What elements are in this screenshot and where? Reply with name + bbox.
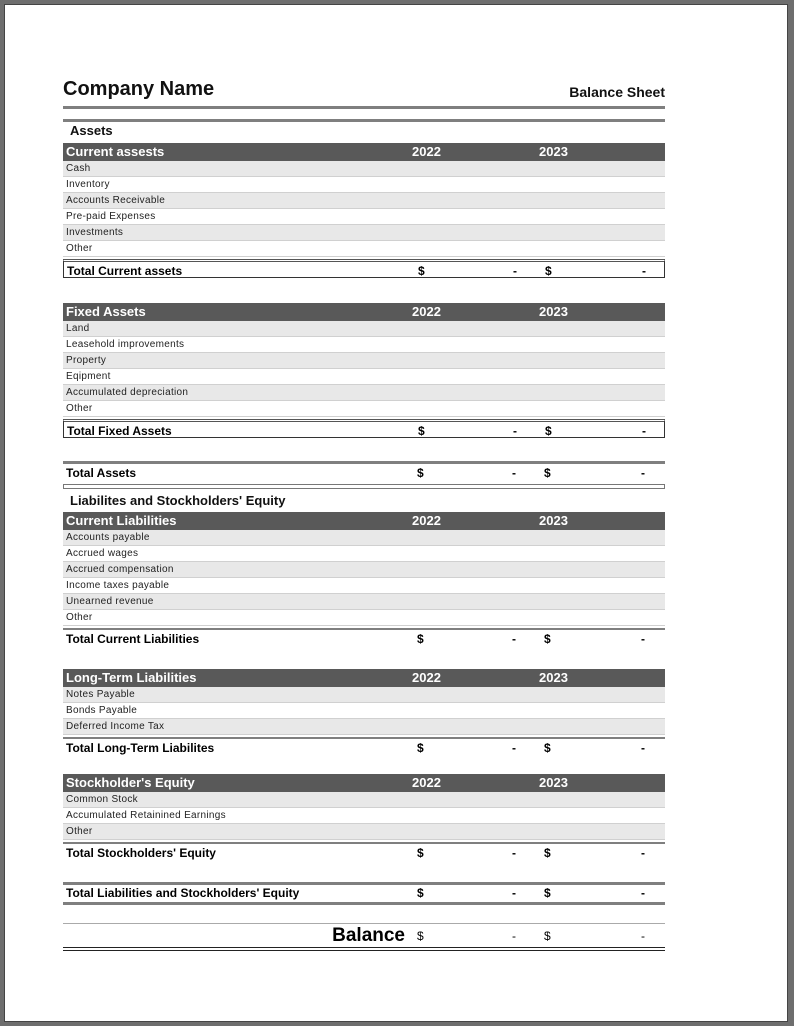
year-2022: 2022: [412, 775, 441, 790]
total-label: Total Current assets: [67, 264, 183, 278]
divider: [63, 119, 665, 122]
value-2022: -: [513, 264, 517, 278]
year-2023: 2023: [539, 513, 568, 528]
line-item[interactable]: Other: [63, 241, 665, 257]
currency: $: [544, 846, 551, 860]
line-item[interactable]: Accrued compensation: [63, 562, 665, 578]
currency: $: [417, 741, 424, 755]
currency: $: [544, 466, 551, 480]
section: [63, 143, 665, 278]
year-2022: 2022: [412, 304, 441, 319]
year-2022: 2022: [412, 670, 441, 685]
total-label: Total Long-Term Liabilites: [66, 741, 215, 755]
line-item[interactable]: Unearned revenue: [63, 594, 665, 610]
value-2023: -: [641, 886, 645, 900]
line-item[interactable]: Other: [63, 824, 665, 840]
balance-label: Balance: [332, 925, 405, 946]
value-2022: -: [512, 741, 516, 755]
line-item[interactable]: Accrued wages: [63, 546, 665, 562]
section-header: [63, 303, 665, 321]
currency: $: [417, 886, 424, 900]
line-item[interactable]: Common Stock: [63, 792, 665, 808]
line-item[interactable]: Accounts payable: [63, 530, 665, 546]
year-2022: 2022: [412, 144, 441, 159]
total-label: Total Assets: [66, 466, 137, 480]
line-item[interactable]: Deferred Income Tax: [63, 719, 665, 735]
currency: $: [544, 632, 551, 646]
divider: [63, 923, 665, 924]
balance-row: [63, 925, 665, 947]
line-item[interactable]: Other: [63, 610, 665, 626]
value-2022: -: [512, 929, 516, 943]
currency: $: [418, 264, 425, 278]
value-2023: -: [641, 632, 645, 646]
value-2022: -: [512, 466, 516, 480]
line-item[interactable]: Accounts Receivable: [63, 193, 665, 209]
currency: $: [544, 886, 551, 900]
value-2023: -: [641, 466, 645, 480]
section-total-row: [63, 259, 665, 278]
company-name: Company Name Balance Sheet: [63, 78, 665, 100]
section-title: Fixed Assets: [66, 304, 146, 319]
line-item[interactable]: Investments: [63, 225, 665, 241]
value-2023: -: [641, 846, 645, 860]
section-header: [63, 774, 665, 792]
currency: $: [417, 632, 424, 646]
line-item[interactable]: Accumulated depreciation: [63, 385, 665, 401]
section-header: [63, 143, 665, 161]
year-2023: 2023: [539, 670, 568, 685]
currency: $: [544, 929, 551, 943]
line-item[interactable]: Land: [63, 321, 665, 337]
total-liabilities-equity-row: [63, 884, 665, 903]
section-total-row: [63, 419, 665, 438]
line-item[interactable]: Bonds Payable: [63, 703, 665, 719]
line-item[interactable]: Other: [63, 401, 665, 417]
value-2023: -: [642, 264, 646, 278]
divider-box: [63, 484, 665, 489]
section-title: Current Liabilities: [66, 513, 177, 528]
section: [63, 303, 665, 438]
divider: [63, 106, 665, 109]
section-header: [63, 669, 665, 687]
section: [63, 512, 665, 647]
line-item[interactable]: Eqipment: [63, 369, 665, 385]
total-label: Total Stockholders' Equity: [66, 846, 216, 860]
year-2022: 2022: [412, 513, 441, 528]
year-2023: 2023: [539, 144, 568, 159]
value-2022: -: [512, 632, 516, 646]
section-total-row: [63, 737, 665, 756]
currency: $: [545, 264, 552, 278]
line-item[interactable]: Notes Payable: [63, 687, 665, 703]
section-title: Current assests: [66, 144, 165, 159]
total-label: Total Liabilities and Stockholders' Equity: [66, 886, 300, 900]
document-title: Balance Sheet: [569, 84, 665, 100]
currency: $: [418, 424, 425, 438]
line-item[interactable]: Property: [63, 353, 665, 369]
section-header: [63, 512, 665, 530]
total-label: Total Current Liabilities: [66, 632, 200, 646]
line-item[interactable]: Income taxes payable: [63, 578, 665, 594]
year-2023: 2023: [539, 775, 568, 790]
line-item[interactable]: Cash: [63, 161, 665, 177]
section-total-row: [63, 628, 665, 647]
line-item[interactable]: Inventory: [63, 177, 665, 193]
currency: $: [417, 846, 424, 860]
currency: $: [545, 424, 552, 438]
currency: $: [417, 929, 424, 943]
value-2023: -: [641, 741, 645, 755]
divider: [63, 902, 665, 905]
value-2022: -: [512, 846, 516, 860]
total-label: Total Fixed Assets: [67, 424, 172, 438]
currency: $: [417, 466, 424, 480]
currency: $: [544, 741, 551, 755]
section: [63, 774, 665, 861]
value-2022: -: [513, 424, 517, 438]
value-2023: -: [641, 929, 645, 943]
section: [63, 669, 665, 756]
line-item[interactable]: Pre-paid Expenses: [63, 209, 665, 225]
section-total-row: [63, 842, 665, 861]
double-rule: [63, 947, 665, 951]
liabilities-heading: Liabilites and Stockholders' Equity: [70, 493, 286, 508]
line-item[interactable]: Accumulated Retainined Earnings: [63, 808, 665, 824]
value-2023: -: [642, 424, 646, 438]
section-title: Stockholder's Equity: [66, 775, 195, 790]
year-2023: 2023: [539, 304, 568, 319]
line-item[interactable]: Leasehold improvements: [63, 337, 665, 353]
section-title: Long-Term Liabilities: [66, 670, 197, 685]
assets-heading: Assets: [70, 123, 113, 138]
value-2022: -: [512, 886, 516, 900]
total-assets-row: [63, 464, 665, 483]
